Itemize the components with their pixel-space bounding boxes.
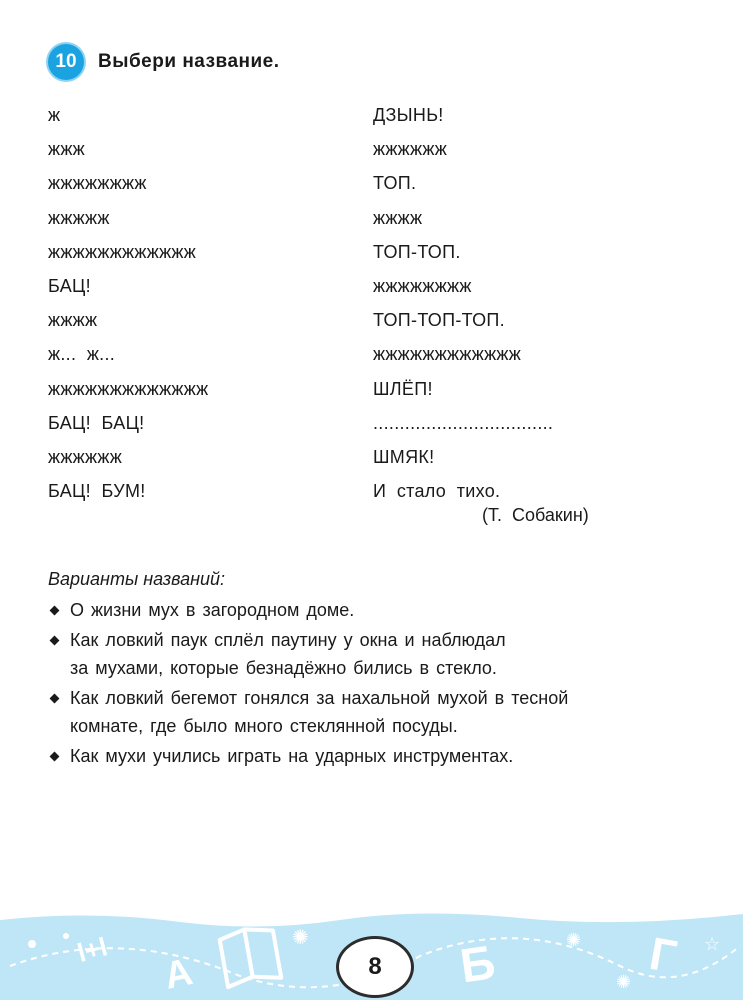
star-outline-icon: ☆: [704, 934, 721, 955]
poem-line: жжжжжж: [373, 139, 448, 160]
variant-text: Как ловкий бегемот гонялся за нахальной мухой в тесной комнате, где было много стеклянной посуды.: [70, 688, 569, 736]
variant-text: Как ловкий паук сплёл паутину у окна и наблюдал за мухами, которые безнадёжно бились в стекло.: [70, 630, 506, 678]
letter-g-decor: Г: [645, 926, 681, 983]
poem-right-column: [373, 98, 553, 508]
diamond-bullet-icon: [50, 752, 60, 762]
poem-line: жжжж: [373, 207, 423, 228]
poem-author: (Т. Собакин): [482, 505, 589, 525]
letter-b-decor: Б: [456, 936, 499, 994]
poem-line: жжжжж: [48, 207, 110, 228]
poem-line: жжжжжжжжжжжжж: [48, 378, 209, 399]
variant-item: [48, 626, 708, 682]
task-number-badge: 10: [48, 44, 84, 80]
poem-line: жжжжжжжж: [373, 275, 472, 296]
variant-item: [48, 684, 708, 740]
title-variants: [48, 569, 708, 772]
poem-line: ШЛЁП!: [373, 378, 433, 399]
variant-text: О жизни мух в загородном доме.: [70, 600, 355, 620]
variants-label: Варианты названий:: [48, 569, 226, 589]
dot-icon: [63, 933, 69, 939]
poem-line: жжжжжжжжжжжж: [373, 344, 522, 365]
poem-line: ж... ж...: [48, 344, 116, 365]
poem-line: ДЗЫНЬ!: [373, 105, 444, 125]
poem-line: И стало тихо.: [373, 481, 501, 502]
variant-item: [48, 596, 708, 624]
poem-line: ТОП-ТОП-ТОП.: [373, 310, 505, 331]
variant-text: Как мухи учились играть на ударных инструментах.: [70, 746, 514, 766]
letter-a-decor: А: [160, 951, 197, 998]
poem-line: жжжж: [48, 310, 98, 331]
formula-decor: l+l: [74, 931, 111, 968]
poem-line: жжж: [48, 139, 86, 160]
dot-icon: [28, 940, 36, 948]
poem-line: ШМЯК!: [373, 446, 435, 467]
star-icon: ✺: [616, 972, 632, 993]
star-icon: ✺: [566, 930, 582, 951]
variant-item: [48, 742, 708, 770]
poem-line: ж: [48, 105, 61, 125]
poem-line: жжжжжж: [48, 446, 123, 467]
poem-line: жжжжжжжж: [48, 173, 147, 194]
diamond-bullet-icon: [50, 606, 60, 616]
poem-line: БАЦ! БУМ!: [48, 481, 146, 502]
poem-line: БАЦ! БАЦ!: [48, 412, 145, 433]
page-number: 8: [336, 936, 414, 998]
poem-dotted-line: ..................................: [373, 412, 554, 433]
poem-line: БАЦ!: [48, 275, 91, 296]
task-title: Выбери название.: [98, 51, 280, 72]
poem-left-column: [48, 98, 208, 508]
star-icon: ✺: [292, 925, 309, 949]
task-header: [48, 44, 280, 80]
poem-line: жжжжжжжжжжжж: [48, 241, 197, 262]
diamond-bullet-icon: [50, 636, 60, 646]
diamond-bullet-icon: [50, 694, 60, 704]
poem-line: ТОП.: [373, 173, 417, 194]
poem-line: ТОП-ТОП.: [373, 241, 461, 262]
